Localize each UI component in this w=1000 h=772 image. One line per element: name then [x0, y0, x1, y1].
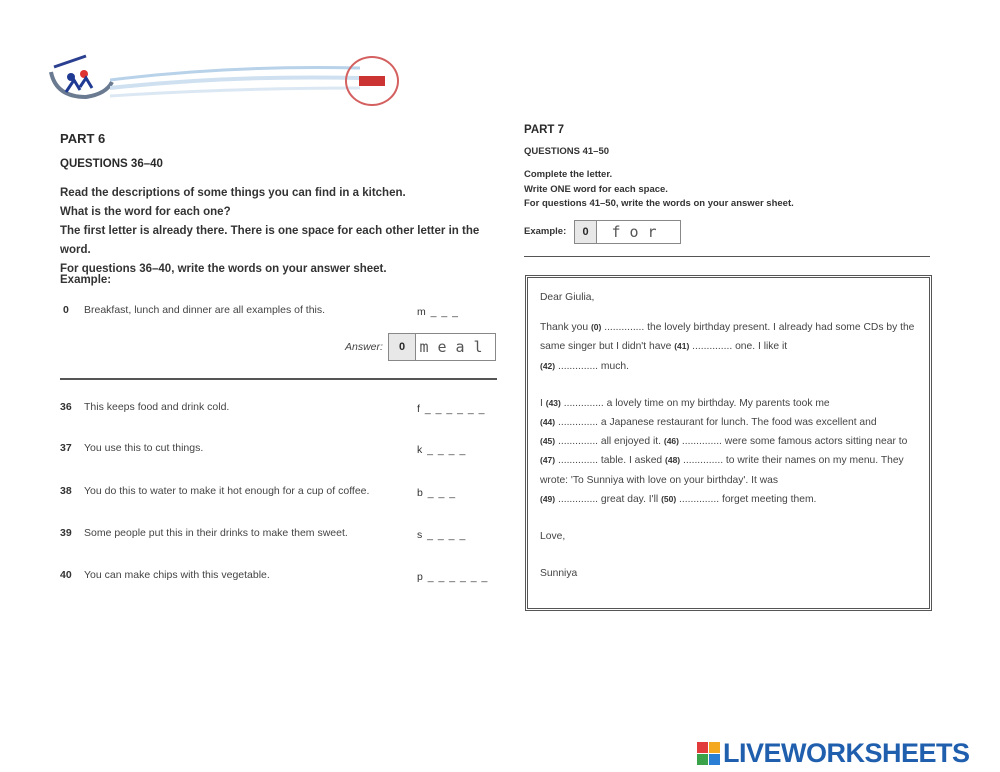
answer-blank[interactable]: f _ _ _ _ _ _	[417, 403, 486, 415]
gap-number: (50)	[661, 493, 677, 504]
instruction-line: What is the word for each one?	[60, 206, 231, 218]
question-text: This keeps food and drink cold.	[84, 401, 230, 413]
gap-number: (49)	[540, 493, 556, 504]
part6-instructions	[60, 184, 500, 279]
letter-paragraph-2	[540, 394, 917, 509]
question-number: 40	[60, 569, 72, 581]
question-text: You can make chips with this vegetable.	[84, 569, 270, 581]
question-number: 36	[60, 401, 72, 413]
letter-paragraph-1	[540, 318, 917, 376]
example-answer-box	[388, 333, 496, 361]
answer-blank[interactable]: k _ _ _ _	[417, 444, 467, 456]
question-text: You do this to water to make it hot enough for a cup of coffee.	[84, 485, 370, 497]
answer-label: Answer:	[345, 341, 383, 353]
question-number: 37	[60, 442, 72, 454]
gap[interactable]: .............. a Japanese restaurant for lunch. The food was excellent and	[555, 417, 877, 429]
liveworksheets-logo	[697, 738, 970, 769]
example-label: Example:	[60, 274, 112, 286]
gap-number: (47)	[540, 455, 556, 466]
gap[interactable]: .............. one. I like it	[689, 341, 788, 353]
question-text: You use this to cut things.	[84, 442, 204, 454]
school-logo	[46, 52, 116, 102]
gap-number: (45)	[540, 436, 556, 447]
gap-number: (44)	[540, 417, 556, 428]
example-answer: for	[611, 223, 666, 241]
example-blank: m _ _ _	[417, 306, 460, 318]
example-number: 0	[575, 221, 597, 243]
answer-blank[interactable]: b _ _ _	[417, 487, 457, 499]
answer-number: 0	[389, 334, 416, 360]
gap[interactable]: .............. were some famous actors sitting near to	[679, 436, 908, 448]
question-number: 39	[60, 527, 72, 539]
instruction-line: For questions 41–50, write the words on your answer sheet.	[524, 198, 794, 209]
gap-number: (41)	[674, 341, 690, 352]
text: I	[540, 397, 546, 409]
example-text: Breakfast, lunch and dinner are all examples of this.	[84, 304, 326, 316]
instruction-line: Complete the letter.	[524, 169, 613, 180]
answer-blank[interactable]: p _ _ _ _ _ _	[417, 571, 489, 583]
gap[interactable]: .............. much.	[555, 360, 629, 372]
brand-name: LIVEWORKSHEETS	[723, 738, 970, 768]
divider	[524, 256, 930, 257]
instruction-line: Read the descriptions of some things you can find in a kitchen.	[60, 187, 406, 199]
gap[interactable]: .............. to write their names on my menu. They wrote: 'To Sunniya with love on your birthday'. It was	[540, 455, 904, 486]
answer-blank[interactable]: s _ _ _ _	[417, 529, 467, 541]
gap[interactable]: .............. table. I asked	[555, 455, 666, 467]
example-number: 0	[63, 304, 69, 316]
gap-number: (43)	[545, 397, 561, 408]
letter-box	[525, 275, 932, 611]
part7-instructions	[524, 168, 794, 212]
gap[interactable]: .............. great day. I'll	[555, 493, 662, 505]
brand-icon	[697, 742, 720, 765]
gap-number: (46)	[663, 436, 679, 447]
part7-subtitle: QUESTIONS 41–50	[524, 146, 610, 157]
header-swoosh	[110, 60, 360, 100]
part7-example-label: Example:	[524, 226, 567, 237]
gap[interactable]: .............. a lovely time on my birthday. My parents took me	[560, 397, 830, 409]
gap[interactable]: .............. all enjoyed it.	[555, 436, 664, 448]
part7-title: PART 7	[524, 124, 565, 136]
question-text: Some people put this in their drinks to make them sweet.	[84, 527, 348, 539]
letter-greeting: Dear Giulia,	[540, 292, 595, 303]
part6-title: PART 6	[60, 131, 106, 146]
part6-subtitle: QUESTIONS 36–40	[60, 158, 163, 170]
instruction-line: Write ONE word for each space.	[524, 183, 668, 195]
part7-example-box	[574, 220, 681, 244]
gap-number: (42)	[540, 360, 556, 371]
divider	[60, 378, 497, 380]
instruction-line: For questions 36–40, write the words on your answer sheet.	[60, 263, 387, 275]
letter-closing: Love,	[540, 531, 566, 543]
gap-number: (48)	[665, 455, 681, 466]
question-number: 38	[60, 485, 72, 497]
gap[interactable]: .............. forget meeting them.	[676, 493, 817, 505]
university-seal	[345, 56, 399, 106]
instruction-line: The first letter is already there. There is one space for each other letter in the word.	[60, 225, 480, 256]
gap[interactable]: .............. the lovely birthday present. I already had some CDs by the same singer but I didn't have	[540, 322, 915, 353]
gap-number: (0)	[590, 322, 602, 333]
answer-word: meal	[419, 338, 492, 356]
letter-signature: Sunniya	[540, 568, 578, 580]
text: Thank you	[540, 322, 591, 334]
